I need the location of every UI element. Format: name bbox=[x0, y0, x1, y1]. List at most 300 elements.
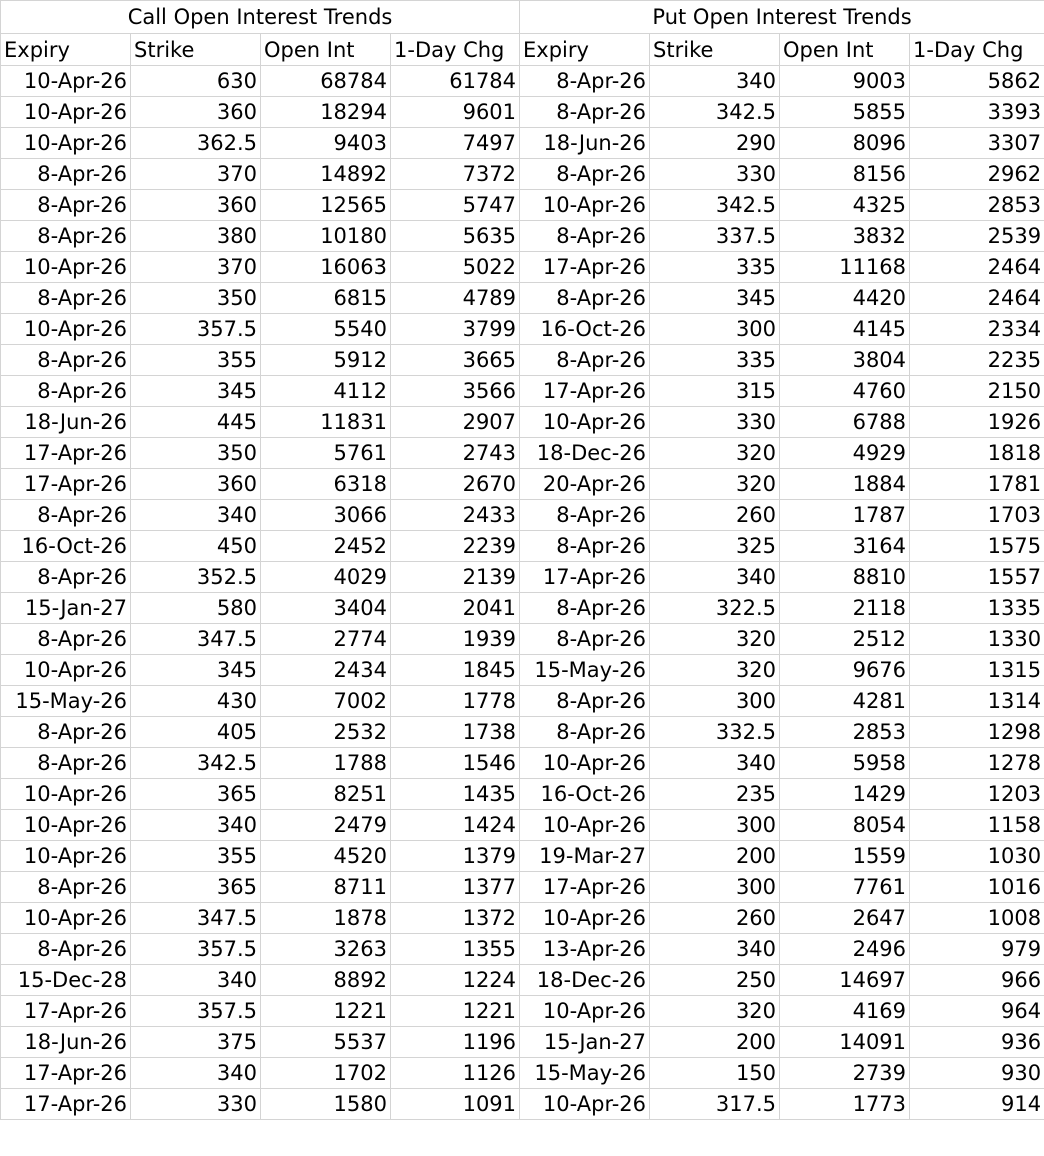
put-cell-1-day-chg[interactable]: 3307 bbox=[910, 128, 1044, 159]
call-cell-expiry[interactable]: 18-Jun-26 bbox=[1, 407, 131, 438]
call-cell-1-day-chg[interactable]: 1372 bbox=[391, 903, 520, 934]
put-cell-1-day-chg[interactable]: 2962 bbox=[910, 159, 1044, 190]
put-cell-expiry[interactable]: 16-Oct-26 bbox=[520, 779, 650, 810]
call-cell-open-int[interactable]: 8251 bbox=[261, 779, 391, 810]
call-cell-strike[interactable]: 360 bbox=[131, 469, 261, 500]
call-cell-open-int[interactable]: 1702 bbox=[261, 1058, 391, 1089]
call-cell-1-day-chg[interactable]: 7372 bbox=[391, 159, 520, 190]
put-cell-expiry[interactable]: 19-Mar-27 bbox=[520, 841, 650, 872]
call-cell-expiry[interactable]: 10-Apr-26 bbox=[1, 779, 131, 810]
put-cell-strike[interactable]: 320 bbox=[650, 996, 780, 1027]
table-row bbox=[1, 593, 1044, 624]
put-cell-1-day-chg[interactable]: 1314 bbox=[910, 686, 1044, 717]
call-cell-expiry[interactable]: 18-Jun-26 bbox=[1, 1027, 131, 1058]
call-cell-open-int[interactable]: 3404 bbox=[261, 593, 391, 624]
call-cell-open-int[interactable]: 5540 bbox=[261, 314, 391, 345]
put-cell-open-int[interactable]: 2853 bbox=[780, 717, 910, 748]
call-cell-strike[interactable]: 340 bbox=[131, 965, 261, 996]
call-cell-expiry[interactable]: 10-Apr-26 bbox=[1, 841, 131, 872]
put-cell-strike[interactable]: 337.5 bbox=[650, 221, 780, 252]
put-cell-1-day-chg[interactable]: 2464 bbox=[910, 252, 1044, 283]
call-cell-expiry[interactable]: 17-Apr-26 bbox=[1, 996, 131, 1027]
table-row bbox=[1, 1027, 1044, 1058]
put-cell-expiry[interactable]: 15-Jan-27 bbox=[520, 1027, 650, 1058]
call-cell-expiry[interactable]: 8-Apr-26 bbox=[1, 159, 131, 190]
put-cell-expiry[interactable]: 8-Apr-26 bbox=[520, 345, 650, 376]
table-row bbox=[1, 252, 1044, 283]
put-cell-1-day-chg[interactable]: 1575 bbox=[910, 531, 1044, 562]
call-cell-open-int[interactable]: 2434 bbox=[261, 655, 391, 686]
call-cell-1-day-chg[interactable]: 1435 bbox=[391, 779, 520, 810]
call-cell-expiry[interactable]: 16-Oct-26 bbox=[1, 531, 131, 562]
call-header-1-day-chg[interactable]: 1-Day Chg bbox=[391, 34, 520, 66]
put-cell-open-int[interactable]: 8810 bbox=[780, 562, 910, 593]
put-cell-1-day-chg[interactable]: 1203 bbox=[910, 779, 1044, 810]
put-cell-strike[interactable]: 320 bbox=[650, 655, 780, 686]
table-row bbox=[1, 97, 1044, 128]
call-table-title[interactable]: Call Open Interest Trends bbox=[1, 1, 520, 34]
put-cell-open-int[interactable]: 2647 bbox=[780, 903, 910, 934]
call-cell-open-int[interactable]: 12565 bbox=[261, 190, 391, 221]
call-cell-open-int[interactable]: 1788 bbox=[261, 748, 391, 779]
table-row bbox=[1, 469, 1044, 500]
put-cell-1-day-chg[interactable]: 1016 bbox=[910, 872, 1044, 903]
put-cell-expiry[interactable]: 8-Apr-26 bbox=[520, 500, 650, 531]
call-cell-open-int[interactable]: 14892 bbox=[261, 159, 391, 190]
put-cell-open-int[interactable]: 1787 bbox=[780, 500, 910, 531]
put-cell-1-day-chg[interactable]: 966 bbox=[910, 965, 1044, 996]
put-cell-1-day-chg[interactable]: 1818 bbox=[910, 438, 1044, 469]
put-cell-strike[interactable]: 200 bbox=[650, 841, 780, 872]
put-cell-expiry[interactable]: 20-Apr-26 bbox=[520, 469, 650, 500]
put-cell-strike[interactable]: 340 bbox=[650, 934, 780, 965]
put-cell-strike[interactable]: 342.5 bbox=[650, 97, 780, 128]
call-cell-open-int[interactable]: 2774 bbox=[261, 624, 391, 655]
call-cell-strike[interactable]: 370 bbox=[131, 159, 261, 190]
call-cell-expiry[interactable]: 8-Apr-26 bbox=[1, 624, 131, 655]
put-cell-strike[interactable]: 340 bbox=[650, 66, 780, 97]
put-cell-strike[interactable]: 150 bbox=[650, 1058, 780, 1089]
put-cell-expiry[interactable]: 17-Apr-26 bbox=[520, 562, 650, 593]
call-cell-open-int[interactable]: 68784 bbox=[261, 66, 391, 97]
call-cell-1-day-chg[interactable]: 1778 bbox=[391, 686, 520, 717]
put-cell-1-day-chg[interactable]: 2235 bbox=[910, 345, 1044, 376]
call-cell-1-day-chg[interactable]: 2907 bbox=[391, 407, 520, 438]
call-cell-open-int[interactable]: 6815 bbox=[261, 283, 391, 314]
put-cell-1-day-chg[interactable]: 1330 bbox=[910, 624, 1044, 655]
call-cell-open-int[interactable]: 18294 bbox=[261, 97, 391, 128]
call-cell-strike[interactable]: 370 bbox=[131, 252, 261, 283]
put-cell-strike[interactable]: 290 bbox=[650, 128, 780, 159]
put-cell-open-int[interactable]: 9676 bbox=[780, 655, 910, 686]
call-cell-strike[interactable]: 445 bbox=[131, 407, 261, 438]
put-cell-expiry[interactable]: 16-Oct-26 bbox=[520, 314, 650, 345]
put-cell-1-day-chg[interactable]: 936 bbox=[910, 1027, 1044, 1058]
call-cell-1-day-chg[interactable]: 1738 bbox=[391, 717, 520, 748]
put-cell-open-int[interactable]: 4420 bbox=[780, 283, 910, 314]
put-cell-open-int[interactable]: 4325 bbox=[780, 190, 910, 221]
call-cell-strike[interactable]: 355 bbox=[131, 345, 261, 376]
put-cell-strike[interactable]: 300 bbox=[650, 686, 780, 717]
put-cell-strike[interactable]: 317.5 bbox=[650, 1089, 780, 1120]
put-cell-strike[interactable]: 260 bbox=[650, 500, 780, 531]
put-cell-expiry[interactable]: 8-Apr-26 bbox=[520, 531, 650, 562]
call-header-open-int[interactable]: Open Int bbox=[261, 34, 391, 66]
call-cell-expiry[interactable]: 8-Apr-26 bbox=[1, 283, 131, 314]
call-cell-open-int[interactable]: 2479 bbox=[261, 810, 391, 841]
put-cell-1-day-chg[interactable]: 1781 bbox=[910, 469, 1044, 500]
put-cell-1-day-chg[interactable]: 2539 bbox=[910, 221, 1044, 252]
call-cell-expiry[interactable]: 8-Apr-26 bbox=[1, 221, 131, 252]
call-cell-1-day-chg[interactable]: 1224 bbox=[391, 965, 520, 996]
put-cell-expiry[interactable]: 8-Apr-26 bbox=[520, 283, 650, 314]
put-cell-strike[interactable]: 300 bbox=[650, 810, 780, 841]
put-cell-expiry[interactable]: 17-Apr-26 bbox=[520, 252, 650, 283]
call-cell-strike[interactable]: 345 bbox=[131, 655, 261, 686]
call-cell-1-day-chg[interactable]: 2139 bbox=[391, 562, 520, 593]
call-cell-strike[interactable]: 352.5 bbox=[131, 562, 261, 593]
put-cell-expiry[interactable]: 10-Apr-26 bbox=[520, 748, 650, 779]
call-cell-open-int[interactable]: 5761 bbox=[261, 438, 391, 469]
call-cell-strike[interactable]: 350 bbox=[131, 283, 261, 314]
call-cell-strike[interactable]: 340 bbox=[131, 810, 261, 841]
put-cell-open-int[interactable]: 14091 bbox=[780, 1027, 910, 1058]
call-cell-strike[interactable]: 360 bbox=[131, 190, 261, 221]
put-header-1-day-chg[interactable]: 1-Day Chg bbox=[910, 34, 1044, 66]
header-row bbox=[1, 34, 1044, 66]
put-cell-open-int[interactable]: 14697 bbox=[780, 965, 910, 996]
call-cell-open-int[interactable]: 16063 bbox=[261, 252, 391, 283]
put-cell-expiry[interactable]: 8-Apr-26 bbox=[520, 221, 650, 252]
call-cell-open-int[interactable]: 2532 bbox=[261, 717, 391, 748]
call-cell-open-int[interactable]: 9403 bbox=[261, 128, 391, 159]
put-cell-strike[interactable]: 320 bbox=[650, 624, 780, 655]
call-cell-strike[interactable]: 330 bbox=[131, 1089, 261, 1120]
put-cell-expiry[interactable]: 17-Apr-26 bbox=[520, 872, 650, 903]
put-cell-expiry[interactable]: 18-Jun-26 bbox=[520, 128, 650, 159]
put-cell-expiry[interactable]: 15-May-26 bbox=[520, 655, 650, 686]
put-cell-expiry[interactable]: 10-Apr-26 bbox=[520, 903, 650, 934]
put-cell-strike[interactable]: 322.5 bbox=[650, 593, 780, 624]
call-cell-open-int[interactable]: 3263 bbox=[261, 934, 391, 965]
put-cell-open-int[interactable]: 8096 bbox=[780, 128, 910, 159]
call-cell-expiry[interactable]: 10-Apr-26 bbox=[1, 810, 131, 841]
table-row bbox=[1, 407, 1044, 438]
put-cell-open-int[interactable]: 9003 bbox=[780, 66, 910, 97]
put-cell-strike[interactable]: 260 bbox=[650, 903, 780, 934]
call-cell-1-day-chg[interactable]: 61784 bbox=[391, 66, 520, 97]
call-cell-open-int[interactable]: 4029 bbox=[261, 562, 391, 593]
table-row bbox=[1, 66, 1044, 97]
call-cell-1-day-chg[interactable]: 5022 bbox=[391, 252, 520, 283]
call-cell-1-day-chg[interactable]: 1126 bbox=[391, 1058, 520, 1089]
put-cell-1-day-chg[interactable]: 2853 bbox=[910, 190, 1044, 221]
table-row bbox=[1, 283, 1044, 314]
put-cell-open-int[interactable]: 2118 bbox=[780, 593, 910, 624]
call-cell-strike[interactable]: 347.5 bbox=[131, 903, 261, 934]
put-cell-strike[interactable]: 330 bbox=[650, 159, 780, 190]
call-cell-strike[interactable]: 345 bbox=[131, 376, 261, 407]
put-cell-1-day-chg[interactable]: 979 bbox=[910, 934, 1044, 965]
put-cell-expiry[interactable]: 10-Apr-26 bbox=[520, 407, 650, 438]
call-cell-strike[interactable]: 340 bbox=[131, 500, 261, 531]
call-cell-expiry[interactable]: 10-Apr-26 bbox=[1, 252, 131, 283]
put-cell-1-day-chg[interactable]: 2150 bbox=[910, 376, 1044, 407]
call-cell-strike[interactable]: 340 bbox=[131, 1058, 261, 1089]
put-cell-strike[interactable]: 342.5 bbox=[650, 190, 780, 221]
put-cell-expiry[interactable]: 18-Dec-26 bbox=[520, 965, 650, 996]
call-cell-strike[interactable]: 362.5 bbox=[131, 128, 261, 159]
put-cell-open-int[interactable]: 8156 bbox=[780, 159, 910, 190]
put-cell-open-int[interactable]: 11168 bbox=[780, 252, 910, 283]
call-cell-strike[interactable]: 350 bbox=[131, 438, 261, 469]
call-cell-strike[interactable]: 357.5 bbox=[131, 996, 261, 1027]
put-cell-open-int[interactable]: 5855 bbox=[780, 97, 910, 128]
call-cell-1-day-chg[interactable]: 1424 bbox=[391, 810, 520, 841]
call-cell-1-day-chg[interactable]: 3799 bbox=[391, 314, 520, 345]
put-cell-expiry[interactable]: 10-Apr-26 bbox=[520, 190, 650, 221]
call-cell-strike[interactable]: 450 bbox=[131, 531, 261, 562]
put-cell-open-int[interactable]: 2512 bbox=[780, 624, 910, 655]
put-cell-open-int[interactable]: 2739 bbox=[780, 1058, 910, 1089]
call-header-expiry[interactable]: Expiry bbox=[1, 34, 131, 66]
call-cell-1-day-chg[interactable]: 1546 bbox=[391, 748, 520, 779]
put-cell-open-int[interactable]: 3832 bbox=[780, 221, 910, 252]
put-cell-strike[interactable]: 300 bbox=[650, 872, 780, 903]
call-cell-1-day-chg[interactable]: 3665 bbox=[391, 345, 520, 376]
call-cell-1-day-chg[interactable]: 1379 bbox=[391, 841, 520, 872]
call-cell-strike[interactable]: 360 bbox=[131, 97, 261, 128]
table-row bbox=[1, 717, 1044, 748]
call-cell-1-day-chg[interactable]: 3566 bbox=[391, 376, 520, 407]
call-cell-expiry[interactable]: 15-Dec-28 bbox=[1, 965, 131, 996]
put-cell-1-day-chg[interactable]: 1008 bbox=[910, 903, 1044, 934]
call-cell-expiry[interactable]: 17-Apr-26 bbox=[1, 1089, 131, 1120]
put-cell-expiry[interactable]: 10-Apr-26 bbox=[520, 810, 650, 841]
call-cell-1-day-chg[interactable]: 7497 bbox=[391, 128, 520, 159]
put-cell-expiry[interactable]: 8-Apr-26 bbox=[520, 66, 650, 97]
call-cell-strike[interactable]: 342.5 bbox=[131, 748, 261, 779]
call-cell-1-day-chg[interactable]: 5747 bbox=[391, 190, 520, 221]
put-cell-open-int[interactable]: 5958 bbox=[780, 748, 910, 779]
put-cell-1-day-chg[interactable]: 2464 bbox=[910, 283, 1044, 314]
call-cell-expiry[interactable]: 15-Jan-27 bbox=[1, 593, 131, 624]
put-cell-1-day-chg[interactable]: 2334 bbox=[910, 314, 1044, 345]
call-cell-expiry[interactable]: 8-Apr-26 bbox=[1, 562, 131, 593]
table-row bbox=[1, 686, 1044, 717]
call-cell-1-day-chg[interactable]: 2743 bbox=[391, 438, 520, 469]
call-cell-strike[interactable]: 355 bbox=[131, 841, 261, 872]
call-cell-1-day-chg[interactable]: 1939 bbox=[391, 624, 520, 655]
call-cell-open-int[interactable]: 4520 bbox=[261, 841, 391, 872]
put-cell-1-day-chg[interactable]: 964 bbox=[910, 996, 1044, 1027]
call-cell-expiry[interactable]: 8-Apr-26 bbox=[1, 872, 131, 903]
call-cell-1-day-chg[interactable]: 1377 bbox=[391, 872, 520, 903]
table-row bbox=[1, 779, 1044, 810]
put-cell-open-int[interactable]: 1559 bbox=[780, 841, 910, 872]
put-header-strike[interactable]: Strike bbox=[650, 34, 780, 66]
put-cell-expiry[interactable]: 8-Apr-26 bbox=[520, 159, 650, 190]
call-cell-strike[interactable]: 357.5 bbox=[131, 314, 261, 345]
put-cell-1-day-chg[interactable]: 1557 bbox=[910, 562, 1044, 593]
put-cell-strike[interactable]: 330 bbox=[650, 407, 780, 438]
call-cell-expiry[interactable]: 15-May-26 bbox=[1, 686, 131, 717]
call-cell-open-int[interactable]: 7002 bbox=[261, 686, 391, 717]
call-cell-strike[interactable]: 375 bbox=[131, 1027, 261, 1058]
put-cell-open-int[interactable]: 8054 bbox=[780, 810, 910, 841]
put-cell-expiry[interactable]: 8-Apr-26 bbox=[520, 624, 650, 655]
put-cell-1-day-chg[interactable]: 3393 bbox=[910, 97, 1044, 128]
call-cell-open-int[interactable]: 10180 bbox=[261, 221, 391, 252]
put-cell-open-int[interactable]: 1773 bbox=[780, 1089, 910, 1120]
call-cell-expiry[interactable]: 8-Apr-26 bbox=[1, 748, 131, 779]
call-cell-expiry[interactable]: 8-Apr-26 bbox=[1, 717, 131, 748]
put-cell-expiry[interactable]: 8-Apr-26 bbox=[520, 97, 650, 128]
put-cell-1-day-chg[interactable]: 930 bbox=[910, 1058, 1044, 1089]
call-cell-expiry[interactable]: 8-Apr-26 bbox=[1, 345, 131, 376]
put-cell-open-int[interactable]: 4145 bbox=[780, 314, 910, 345]
put-cell-expiry[interactable]: 8-Apr-26 bbox=[520, 686, 650, 717]
put-cell-1-day-chg[interactable]: 5862 bbox=[910, 66, 1044, 97]
call-cell-open-int[interactable]: 8711 bbox=[261, 872, 391, 903]
call-cell-open-int[interactable]: 8892 bbox=[261, 965, 391, 996]
table-row bbox=[1, 965, 1044, 996]
call-cell-open-int[interactable]: 4112 bbox=[261, 376, 391, 407]
put-cell-expiry[interactable]: 18-Dec-26 bbox=[520, 438, 650, 469]
put-cell-strike[interactable]: 332.5 bbox=[650, 717, 780, 748]
call-cell-expiry[interactable]: 17-Apr-26 bbox=[1, 1058, 131, 1089]
put-cell-1-day-chg[interactable]: 1335 bbox=[910, 593, 1044, 624]
call-cell-expiry[interactable]: 10-Apr-26 bbox=[1, 655, 131, 686]
call-cell-expiry[interactable]: 17-Apr-26 bbox=[1, 438, 131, 469]
call-cell-open-int[interactable]: 11831 bbox=[261, 407, 391, 438]
call-cell-expiry[interactable]: 10-Apr-26 bbox=[1, 314, 131, 345]
call-cell-1-day-chg[interactable]: 5635 bbox=[391, 221, 520, 252]
call-cell-strike[interactable]: 357.5 bbox=[131, 934, 261, 965]
put-cell-1-day-chg[interactable]: 1158 bbox=[910, 810, 1044, 841]
put-cell-strike[interactable]: 200 bbox=[650, 1027, 780, 1058]
call-cell-expiry[interactable]: 8-Apr-26 bbox=[1, 376, 131, 407]
put-cell-open-int[interactable]: 1429 bbox=[780, 779, 910, 810]
call-cell-expiry[interactable]: 10-Apr-26 bbox=[1, 97, 131, 128]
table-row bbox=[1, 655, 1044, 686]
call-cell-1-day-chg[interactable]: 1091 bbox=[391, 1089, 520, 1120]
call-cell-strike[interactable]: 630 bbox=[131, 66, 261, 97]
put-cell-1-day-chg[interactable]: 914 bbox=[910, 1089, 1044, 1120]
put-table-title[interactable]: Put Open Interest Trends bbox=[520, 1, 1044, 34]
put-cell-strike[interactable]: 250 bbox=[650, 965, 780, 996]
call-cell-open-int[interactable]: 5537 bbox=[261, 1027, 391, 1058]
put-cell-open-int[interactable]: 4760 bbox=[780, 376, 910, 407]
call-cell-expiry[interactable]: 8-Apr-26 bbox=[1, 500, 131, 531]
put-cell-open-int[interactable]: 2496 bbox=[780, 934, 910, 965]
call-cell-strike[interactable]: 430 bbox=[131, 686, 261, 717]
call-cell-expiry[interactable]: 8-Apr-26 bbox=[1, 190, 131, 221]
put-cell-strike[interactable]: 340 bbox=[650, 748, 780, 779]
put-cell-strike[interactable]: 345 bbox=[650, 283, 780, 314]
put-cell-1-day-chg[interactable]: 1315 bbox=[910, 655, 1044, 686]
call-cell-expiry[interactable]: 10-Apr-26 bbox=[1, 903, 131, 934]
call-cell-1-day-chg[interactable]: 9601 bbox=[391, 97, 520, 128]
call-cell-strike[interactable]: 580 bbox=[131, 593, 261, 624]
put-cell-strike[interactable]: 320 bbox=[650, 469, 780, 500]
put-cell-1-day-chg[interactable]: 1926 bbox=[910, 407, 1044, 438]
put-cell-open-int[interactable]: 3164 bbox=[780, 531, 910, 562]
put-cell-open-int[interactable]: 3804 bbox=[780, 345, 910, 376]
put-cell-strike[interactable]: 325 bbox=[650, 531, 780, 562]
call-cell-1-day-chg[interactable]: 2433 bbox=[391, 500, 520, 531]
table-row bbox=[1, 376, 1044, 407]
call-cell-1-day-chg[interactable]: 2041 bbox=[391, 593, 520, 624]
call-cell-strike[interactable]: 365 bbox=[131, 779, 261, 810]
table-row bbox=[1, 345, 1044, 376]
table-row bbox=[1, 624, 1044, 655]
call-cell-open-int[interactable]: 3066 bbox=[261, 500, 391, 531]
call-cell-1-day-chg[interactable]: 2670 bbox=[391, 469, 520, 500]
call-cell-expiry[interactable]: 10-Apr-26 bbox=[1, 66, 131, 97]
put-cell-expiry[interactable]: 13-Apr-26 bbox=[520, 934, 650, 965]
call-cell-open-int[interactable]: 5912 bbox=[261, 345, 391, 376]
call-cell-open-int[interactable]: 1878 bbox=[261, 903, 391, 934]
put-cell-1-day-chg[interactable]: 1703 bbox=[910, 500, 1044, 531]
put-cell-expiry[interactable]: 15-May-26 bbox=[520, 1058, 650, 1089]
put-cell-strike[interactable]: 335 bbox=[650, 252, 780, 283]
put-cell-expiry[interactable]: 10-Apr-26 bbox=[520, 996, 650, 1027]
call-cell-1-day-chg[interactable]: 2239 bbox=[391, 531, 520, 562]
put-cell-strike[interactable]: 300 bbox=[650, 314, 780, 345]
call-cell-1-day-chg[interactable]: 4789 bbox=[391, 283, 520, 314]
put-cell-strike[interactable]: 235 bbox=[650, 779, 780, 810]
call-cell-open-int[interactable]: 1580 bbox=[261, 1089, 391, 1120]
call-cell-strike[interactable]: 405 bbox=[131, 717, 261, 748]
put-header-open-int[interactable]: Open Int bbox=[780, 34, 910, 66]
call-cell-expiry[interactable]: 8-Apr-26 bbox=[1, 934, 131, 965]
put-header-expiry[interactable]: Expiry bbox=[520, 34, 650, 66]
put-cell-strike[interactable]: 340 bbox=[650, 562, 780, 593]
put-cell-open-int[interactable]: 4281 bbox=[780, 686, 910, 717]
call-cell-strike[interactable]: 365 bbox=[131, 872, 261, 903]
put-cell-expiry[interactable]: 8-Apr-26 bbox=[520, 717, 650, 748]
put-cell-expiry[interactable]: 17-Apr-26 bbox=[520, 376, 650, 407]
put-cell-1-day-chg[interactable]: 1298 bbox=[910, 717, 1044, 748]
call-cell-strike[interactable]: 380 bbox=[131, 221, 261, 252]
put-cell-open-int[interactable]: 6788 bbox=[780, 407, 910, 438]
call-cell-open-int[interactable]: 2452 bbox=[261, 531, 391, 562]
call-cell-open-int[interactable]: 1221 bbox=[261, 996, 391, 1027]
call-cell-1-day-chg[interactable]: 1221 bbox=[391, 996, 520, 1027]
put-cell-open-int[interactable]: 7761 bbox=[780, 872, 910, 903]
put-cell-open-int[interactable]: 4929 bbox=[780, 438, 910, 469]
put-cell-1-day-chg[interactable]: 1030 bbox=[910, 841, 1044, 872]
put-cell-open-int[interactable]: 4169 bbox=[780, 996, 910, 1027]
put-cell-strike[interactable]: 315 bbox=[650, 376, 780, 407]
put-cell-expiry[interactable]: 8-Apr-26 bbox=[520, 593, 650, 624]
call-cell-strike[interactable]: 347.5 bbox=[131, 624, 261, 655]
put-cell-1-day-chg[interactable]: 1278 bbox=[910, 748, 1044, 779]
call-cell-expiry[interactable]: 10-Apr-26 bbox=[1, 128, 131, 159]
call-cell-1-day-chg[interactable]: 1355 bbox=[391, 934, 520, 965]
call-cell-open-int[interactable]: 6318 bbox=[261, 469, 391, 500]
call-header-strike[interactable]: Strike bbox=[131, 34, 261, 66]
put-cell-expiry[interactable]: 10-Apr-26 bbox=[520, 1089, 650, 1120]
call-cell-1-day-chg[interactable]: 1845 bbox=[391, 655, 520, 686]
call-cell-1-day-chg[interactable]: 1196 bbox=[391, 1027, 520, 1058]
put-cell-open-int[interactable]: 1884 bbox=[780, 469, 910, 500]
put-cell-strike[interactable]: 320 bbox=[650, 438, 780, 469]
call-cell-expiry[interactable]: 17-Apr-26 bbox=[1, 469, 131, 500]
table-row bbox=[1, 841, 1044, 872]
put-cell-strike[interactable]: 335 bbox=[650, 345, 780, 376]
